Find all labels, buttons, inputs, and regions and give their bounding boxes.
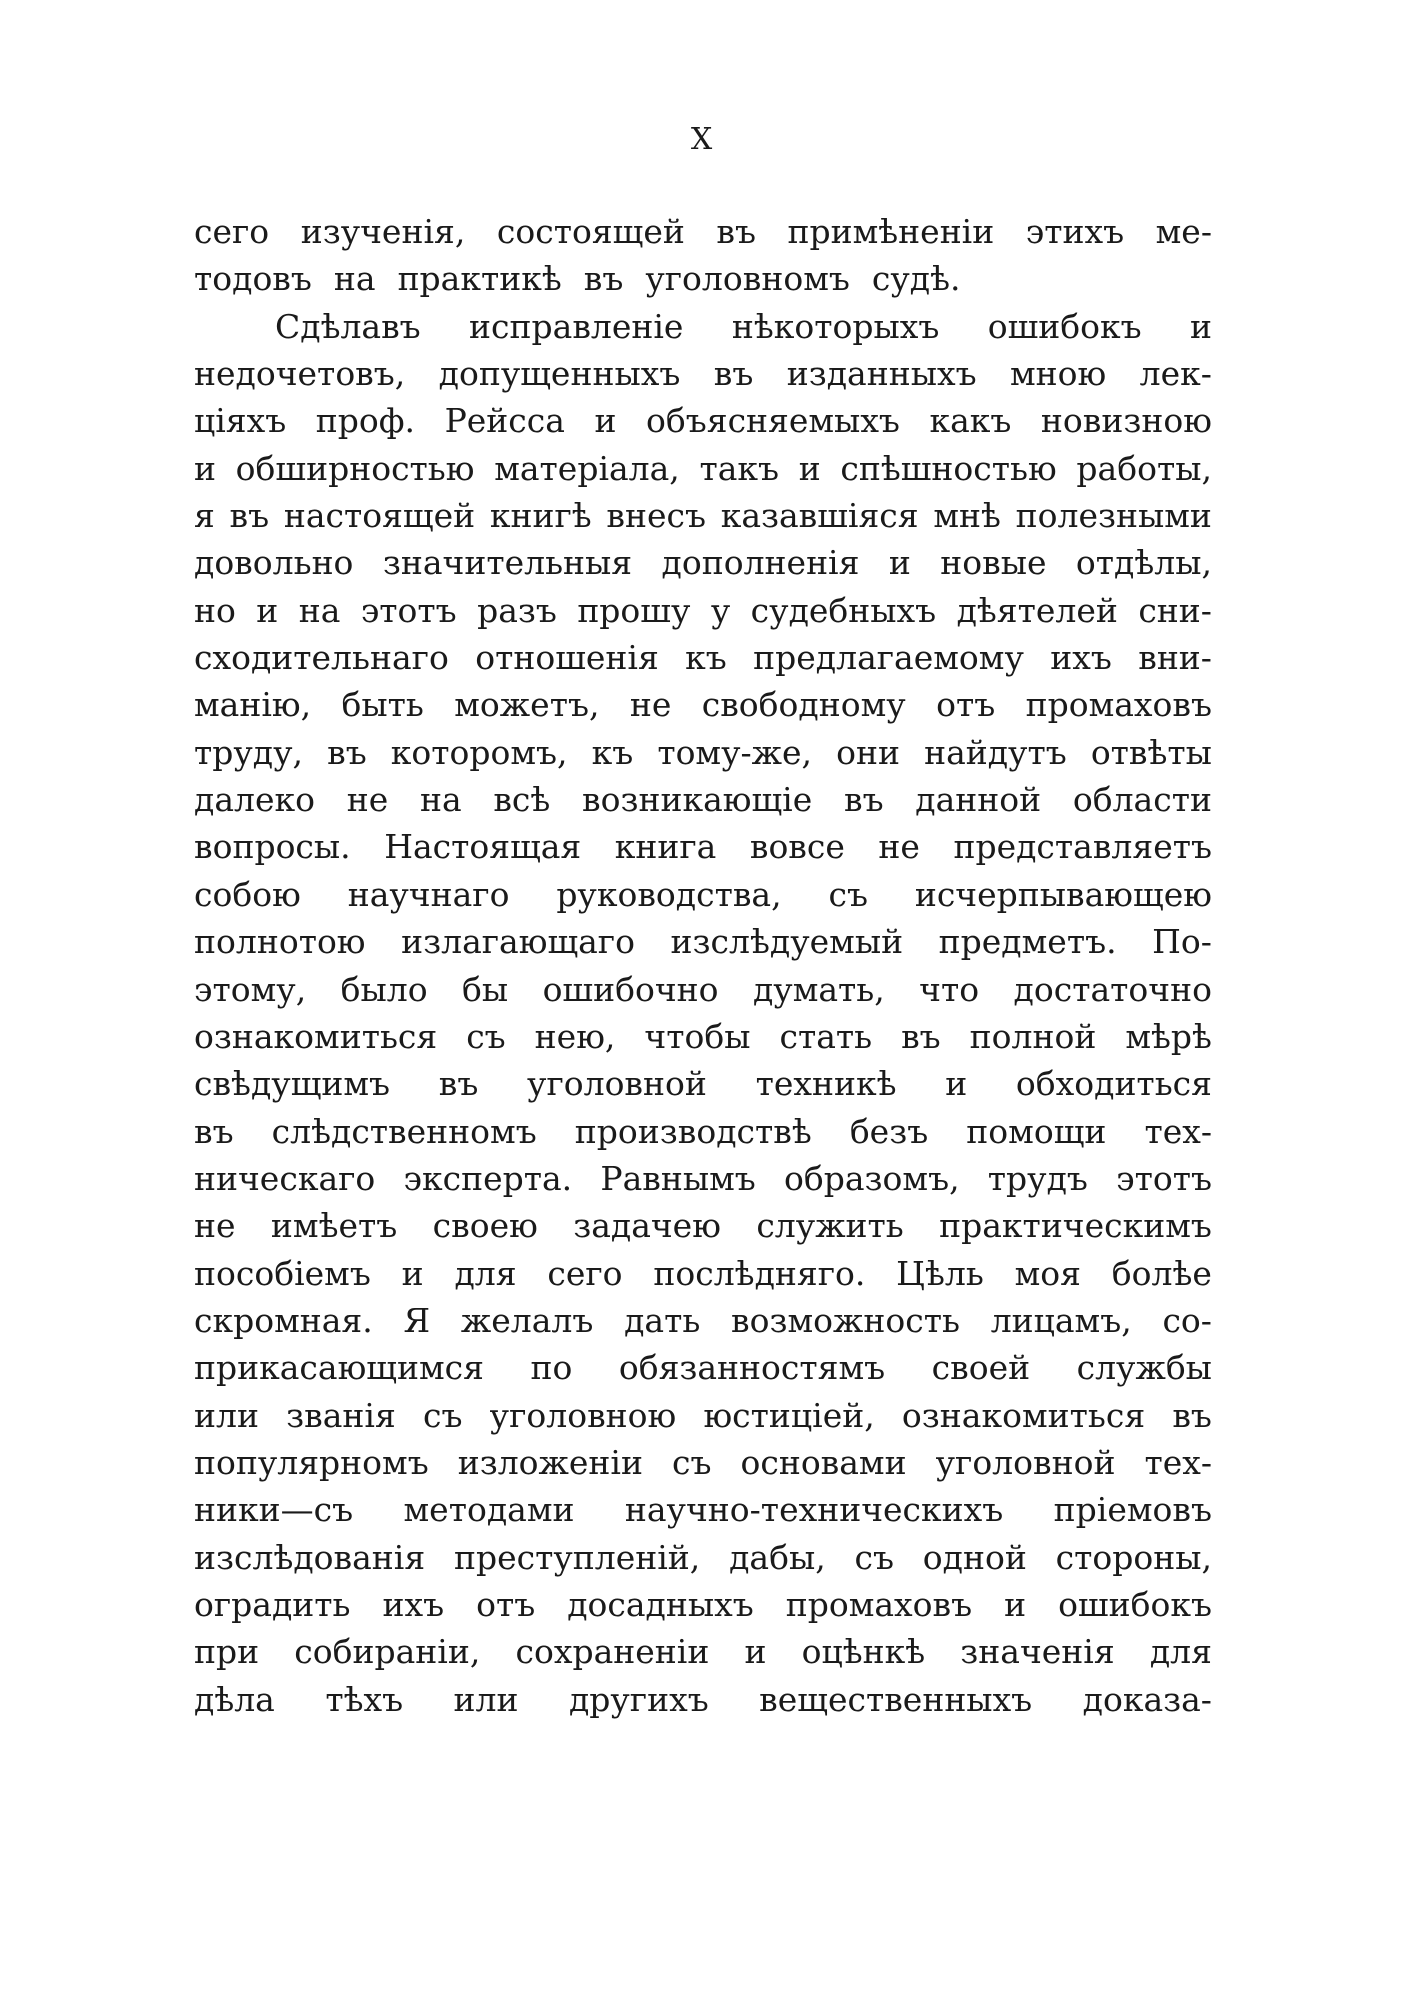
word: свободному (701, 685, 906, 725)
word: лицамъ, (990, 1300, 1132, 1340)
text-line (194, 776, 1212, 823)
text-line (194, 1202, 1212, 1249)
word: практическимъ (939, 1206, 1212, 1246)
word: думать, (752, 969, 885, 1009)
word: дабы, (729, 1537, 826, 1577)
word: сего (547, 1253, 623, 1293)
word: на (298, 590, 341, 630)
word: Настоящая (384, 827, 582, 867)
word: ихъ (382, 1584, 445, 1624)
text-line (194, 303, 1212, 350)
word: недочетовъ, (194, 354, 406, 394)
word: судѣ. (871, 259, 961, 299)
word: руководства, (556, 874, 782, 914)
word: болѣе (1111, 1253, 1212, 1293)
word: пособіемъ (194, 1253, 371, 1293)
text-line (194, 823, 1212, 870)
word: ознакомиться (901, 1395, 1146, 1435)
word: въ (229, 496, 270, 536)
word: доказа- (1082, 1679, 1212, 1719)
word: въ (901, 1016, 941, 1056)
word: которомъ, (390, 732, 568, 772)
word: отдѣлы, (1075, 543, 1212, 583)
word: практикѣ (397, 259, 562, 299)
word: досадныхъ (567, 1584, 754, 1624)
word: и (401, 1253, 424, 1293)
word: уголовной (527, 1064, 707, 1104)
word: для (454, 1253, 517, 1293)
word: не (878, 827, 920, 867)
word: новые (940, 543, 1047, 583)
word: уголовной (935, 1442, 1116, 1482)
word: научно-техническихъ (624, 1490, 1004, 1530)
word: предметъ. (938, 922, 1117, 962)
word: обходиться (1015, 1064, 1212, 1104)
word: сохраненіи (515, 1632, 710, 1672)
word: при (194, 1632, 260, 1672)
word: Рейсса (444, 401, 565, 441)
word: промаховъ (1025, 685, 1212, 725)
word: съ (828, 874, 868, 914)
word: книгѣ (489, 496, 592, 536)
word: уголовномъ (645, 259, 850, 299)
text-line (194, 1392, 1212, 1439)
word: они (836, 732, 900, 772)
word: одной (922, 1537, 1027, 1577)
word: основами (740, 1442, 907, 1482)
word: въ (583, 259, 624, 299)
word: промаховъ (785, 1584, 973, 1624)
word: вещественныхъ (759, 1679, 1033, 1719)
word: полнотою (194, 922, 366, 962)
word: ихъ (1050, 638, 1112, 678)
word: мною (1009, 354, 1107, 394)
word: и (194, 448, 216, 488)
text-line (194, 1013, 1212, 1060)
page-number: X (690, 122, 714, 157)
word: этому, (194, 969, 307, 1009)
text-line (194, 397, 1212, 444)
word: методами (403, 1490, 575, 1530)
word: и (888, 543, 911, 583)
word: ническаго (194, 1158, 376, 1198)
word: казавшіяся (720, 496, 919, 536)
word: уголовною (489, 1395, 677, 1435)
word: изложеніи (457, 1442, 643, 1482)
word: преступленій, (453, 1537, 701, 1577)
word: обширностью (235, 448, 475, 488)
word: въ (716, 212, 756, 251)
word: на (333, 259, 376, 299)
word: книга (614, 827, 717, 867)
word: манію, (194, 685, 312, 725)
word: производствѣ (574, 1111, 812, 1151)
word: разъ (477, 590, 557, 630)
word: имѣетъ (270, 1206, 398, 1246)
word: отвѣты (1090, 732, 1212, 772)
word: техникѣ (755, 1064, 897, 1104)
word: можетъ, (454, 685, 600, 725)
word: или (194, 1395, 259, 1435)
word: съ (422, 1395, 463, 1435)
word: довольно (194, 543, 354, 583)
text-line (194, 1534, 1212, 1581)
word: не (346, 780, 389, 820)
word: тех- (1144, 1442, 1212, 1482)
word: вовсе (749, 827, 845, 867)
word: всѣ (493, 780, 551, 820)
word: спѣшностью (840, 448, 1057, 488)
word: съ (671, 1442, 712, 1482)
word: такъ (699, 448, 780, 488)
word: задачею (573, 1206, 721, 1246)
word: въ (194, 1111, 234, 1151)
word: Сдѣлавъ (275, 306, 421, 346)
text-line (194, 208, 1212, 255)
word: сего (194, 212, 270, 251)
word: со- (1162, 1300, 1212, 1340)
word: и (1004, 1584, 1027, 1624)
text-line (194, 1628, 1212, 1675)
text-line (194, 1250, 1212, 1297)
word: стороны, (1055, 1537, 1212, 1577)
word: послѣдняго. (653, 1253, 866, 1293)
word: не (629, 685, 672, 725)
word: настоящей (283, 496, 476, 536)
word: обязанностямъ (618, 1348, 886, 1388)
word: желалъ (460, 1300, 594, 1340)
word: собою (194, 874, 301, 914)
word: моя (1014, 1253, 1081, 1293)
word: вопросы. (194, 827, 351, 867)
text-line (194, 1486, 1212, 1533)
word: собираніи, (294, 1632, 481, 1672)
word: состоящей (496, 212, 685, 251)
word: ознакомиться (194, 1016, 438, 1056)
word: отъ (476, 1584, 536, 1624)
word: популярномъ (194, 1442, 429, 1482)
word: мнѣ (933, 496, 1001, 536)
word: къ (685, 638, 727, 678)
word: я (194, 496, 215, 536)
word: трудъ (987, 1158, 1088, 1198)
word: дѣятелей (956, 590, 1118, 630)
text-line (194, 1439, 1212, 1486)
word: данной (915, 780, 1042, 820)
word: быть (341, 685, 424, 725)
word: съ (466, 1016, 506, 1056)
word: сни- (1138, 590, 1212, 630)
text-line (194, 1060, 1212, 1107)
word: пріемовъ (1053, 1490, 1212, 1530)
text-line (194, 634, 1212, 681)
text-line (194, 492, 1212, 539)
text-line (194, 587, 1212, 634)
word: дѣла (194, 1679, 275, 1719)
word: въ (843, 780, 884, 820)
word: ошибочно (542, 969, 719, 1009)
word: проф. (315, 401, 416, 441)
word: что (919, 969, 980, 1009)
word: другихъ (568, 1679, 709, 1719)
body-text (194, 208, 1212, 1723)
word: полезными (1015, 496, 1212, 536)
word: мѣрѣ (1125, 1016, 1212, 1056)
word: бы (462, 969, 509, 1009)
word: труду, (194, 732, 304, 772)
word: научнаго (347, 874, 510, 914)
word: значенія (960, 1632, 1115, 1672)
text-line (194, 539, 1212, 586)
word: полной (969, 1016, 1097, 1056)
word: свѣдущимъ (194, 1064, 391, 1104)
word: исправленіе (469, 306, 684, 346)
word: стать (779, 1016, 873, 1056)
word: у (710, 590, 731, 630)
text-line (194, 681, 1212, 728)
word: образомъ, (784, 1158, 960, 1198)
word: возможность (731, 1300, 960, 1340)
word: тодовъ (194, 259, 312, 299)
text-line (194, 918, 1212, 965)
word: матеріала, (494, 448, 680, 488)
word: изслѣдуемый (670, 922, 904, 962)
word: помощи (966, 1111, 1107, 1151)
word: званія (286, 1395, 396, 1435)
word: тѣхъ (325, 1679, 404, 1719)
word: Цѣль (896, 1253, 984, 1293)
word: области (1072, 780, 1212, 820)
word: работы, (1076, 448, 1212, 488)
word: достаточно (1013, 969, 1212, 1009)
word: допущенныхъ (438, 354, 681, 394)
word: нею, (534, 1016, 616, 1056)
word: По- (1152, 922, 1212, 962)
text-line (194, 445, 1212, 492)
word: но (194, 590, 236, 630)
word: исчерпывающею (914, 874, 1212, 914)
word: тому-же, (657, 732, 813, 772)
word: сходительнаго (194, 638, 449, 678)
word: объясняемыхъ (646, 401, 900, 441)
word: въ (713, 354, 754, 394)
text-line (194, 1297, 1212, 1344)
text-line (194, 966, 1212, 1013)
text-line (194, 1155, 1212, 1202)
word: эксперта. (403, 1158, 573, 1198)
word: далеко (194, 780, 315, 820)
word: представляетъ (953, 827, 1212, 867)
word: этотъ (1116, 1158, 1212, 1198)
text-line (194, 1676, 1212, 1723)
word: найдутъ (924, 732, 1067, 772)
word: излагающаго (401, 922, 635, 962)
word: примѣненіи (787, 212, 995, 251)
word: скромная. (194, 1300, 373, 1340)
word: по (530, 1348, 573, 1388)
word: значительныя (382, 543, 633, 583)
word: этихъ (1025, 212, 1125, 251)
word: ціяхъ (194, 401, 287, 441)
word: внесъ (606, 496, 706, 536)
text-line (194, 350, 1212, 397)
word: и (798, 448, 821, 488)
word: не (194, 1206, 236, 1246)
word: службы (1076, 1348, 1212, 1388)
word: чтобы (644, 1016, 751, 1056)
word: было (340, 969, 428, 1009)
word: дополненія (661, 543, 860, 583)
word: ники—съ (194, 1490, 354, 1530)
word: лек- (1139, 354, 1212, 394)
word: новизною (1040, 401, 1212, 441)
word: дать (624, 1300, 701, 1340)
word: возникающіе (582, 780, 813, 820)
word: ме- (1155, 212, 1212, 251)
word: юстиціей, (703, 1395, 875, 1435)
word: въ (438, 1064, 479, 1104)
word: какъ (929, 401, 1012, 441)
word: на (419, 780, 462, 820)
word: прикасающимся (194, 1348, 484, 1388)
word: прошу (577, 590, 691, 630)
word: служить (756, 1206, 904, 1246)
word: для (1149, 1632, 1212, 1672)
word: тех- (1144, 1111, 1212, 1151)
word: оградить (194, 1584, 351, 1624)
text-line (194, 1344, 1212, 1391)
word: предлагаемому (753, 638, 1024, 678)
word: безъ (849, 1111, 929, 1151)
word: Я (403, 1300, 431, 1340)
word: изслѣдованія (194, 1537, 426, 1577)
word: этотъ (360, 590, 457, 630)
word: и (744, 1632, 767, 1672)
text-line (194, 871, 1212, 918)
text-line (194, 255, 1212, 302)
word: судебныхъ (750, 590, 937, 630)
word: своей (931, 1348, 1031, 1388)
word: отъ (936, 685, 996, 725)
word: и (594, 401, 617, 441)
word: къ (591, 732, 634, 772)
word: изданныхъ (786, 354, 977, 394)
word: ошибокъ (1058, 1584, 1212, 1624)
word: нѣкоторыхъ (731, 306, 940, 346)
word: или (453, 1679, 519, 1719)
word: своею (432, 1206, 538, 1246)
word: отношенія (475, 638, 659, 678)
word: Равнымъ (600, 1158, 756, 1198)
text-line (194, 1108, 1212, 1155)
word: и (1189, 306, 1212, 346)
word: оцѣнкѣ (801, 1632, 926, 1672)
word: ошибокъ (987, 306, 1142, 346)
text-line (194, 1581, 1212, 1628)
word: съ (854, 1537, 894, 1577)
word: и (256, 590, 279, 630)
word: изученія, (300, 212, 466, 251)
word: въ (1172, 1395, 1212, 1435)
word: и (945, 1064, 968, 1104)
word: слѣдственномъ (271, 1111, 537, 1151)
word: вни- (1138, 638, 1212, 678)
text-line (194, 729, 1212, 776)
word: въ (327, 732, 367, 772)
